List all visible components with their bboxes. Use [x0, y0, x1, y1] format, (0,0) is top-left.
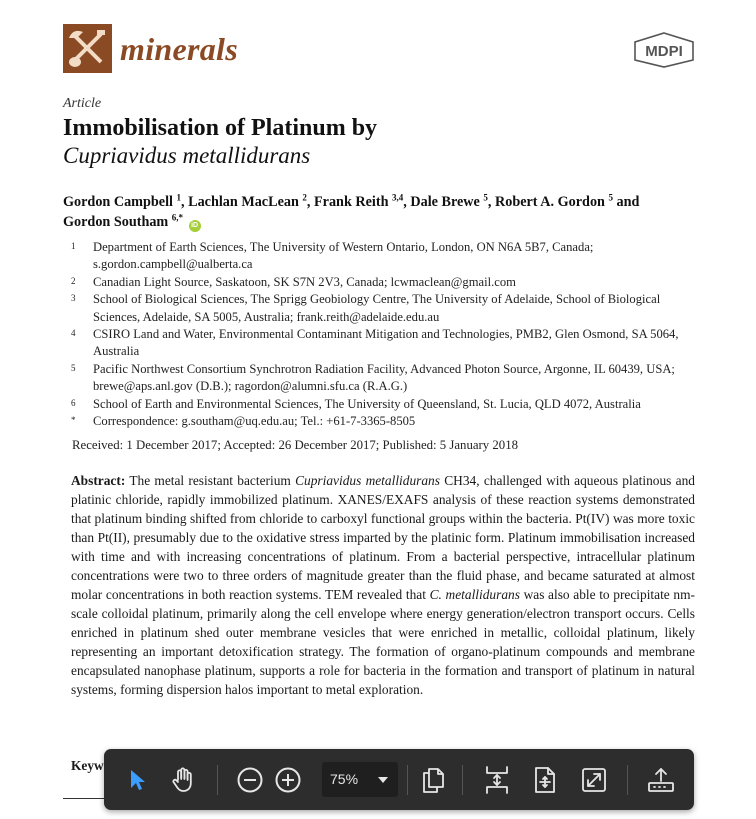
toolbar-separator: [217, 765, 218, 795]
journal-logo: [63, 24, 238, 73]
pdf-toolbar: [104, 749, 694, 810]
author-name: Gordon Southam: [63, 214, 169, 230]
author-list: Gordon Campbell $^1$, Lachlan MacLean $^2$, Frank Reith $^{3,4}$, Dale Brewe $^5$, Robert A. Gordon $^5$ and Gordon Southam $^{6,*}$ iD: [63, 192, 640, 230]
author-name: Frank Reith: [314, 194, 389, 210]
abstract: [71, 471, 695, 699]
paper-title: [63, 114, 683, 170]
author-affil-ref: 5: [608, 192, 613, 203]
hand-pan-icon[interactable]: [165, 762, 201, 798]
download-icon[interactable]: [643, 762, 679, 798]
toolbar-separator: [407, 765, 408, 795]
journal-name: minerals: [120, 30, 238, 67]
zoom-out-icon[interactable]: [232, 762, 268, 798]
pickaxe-shovel-icon: [63, 24, 112, 73]
authors-and: and: [616, 194, 640, 210]
chevron-down-icon: [378, 777, 388, 783]
page-copy-icon[interactable]: [415, 762, 451, 798]
mdpi-logo: [633, 32, 695, 73]
toolbar-separator: [462, 765, 463, 795]
fullscreen-icon[interactable]: [576, 762, 612, 798]
species-name: Cupriavidus metallidurans: [295, 473, 440, 488]
article-type: Article: [63, 96, 102, 111]
author-affil-ref: 6,*: [171, 212, 184, 223]
publisher-name: MDPI: [645, 43, 683, 60]
fit-height-icon[interactable]: [479, 762, 515, 798]
affiliation-item: 4 CSIRO Land and Water, Environmental Contaminant Mitigation and Technologies, PMB2, Glen Osmond, SA 5064, Australia: [71, 327, 679, 359]
select-cursor-icon[interactable]: [120, 762, 156, 798]
fit-page-icon[interactable]: [527, 762, 563, 798]
species-name: C. metallidurans: [429, 587, 520, 602]
zoom-in-icon[interactable]: [270, 762, 306, 798]
affiliation-item: 3 School of Biological Sciences, The Sprigg Geobiology Centre, The University of Adelaide, School of Biological Sciences, Adelaide, SA 5005, Australia; frank.reith@adelaide.edu.au: [71, 292, 661, 324]
author-affil-ref: 2: [302, 192, 307, 203]
abstract-text: The metal resistant bacterium: [129, 473, 291, 488]
author-affil-ref: 3,4: [392, 192, 404, 203]
title-line-2: Cupriavidus metallidurans: [63, 143, 311, 168]
author-affil-ref: 5: [483, 192, 488, 203]
abstract-label: Abstract:: [71, 473, 126, 488]
author-name: Lachlan MacLean: [188, 194, 299, 210]
affiliations: [63, 239, 703, 430]
correspondence-item: * Correspondence: g.southam@uq.edu.au; Tel.: +61-7-3365-8505: [71, 414, 416, 429]
zoom-level-select[interactable]: [322, 762, 398, 797]
affiliation-item: 1 Department of Earth Sciences, The University of Western Ontario, London, ON N6A 5B7, Canada; s.gordon.campbell@ualberta.ca: [71, 240, 594, 272]
affiliation-item: 6 School of Earth and Environmental Sciences, The University of Queensland, St. Lucia, QLD 4072, Australia: [71, 396, 641, 411]
affiliation-item: 5 Pacific Northwest Consortium Synchrotron Radiation Facility, Advanced Photon Source, Argonne, IL 60439, USA; brewe@aps.anl.gov (D.B.); ragordon@alumni.sfu.ca (R.A.G.): [71, 361, 675, 394]
title-line-1: Immobilisation of Platinum by: [63, 115, 378, 141]
zoom-level-value: 75%: [330, 771, 359, 787]
orcid-icon[interactable]: iD: [189, 220, 201, 232]
abstract-text: was also able to precipitate nm-scale colloidal platinum, primarily along the cell envelope where energy generation/electron transport occurs. Cells enriched in platinum shed outer membrane vesicles that were enriched in metallic, colloidal platinum, likely representing an important detoxification strategy. The formation of organo-platinum compounds and membrane encapsulated nanophase platinum, supports a role for bacteria in the formation and transport of platinum in natural systems, forming dispersion halos important to metal exploration.: [71, 587, 695, 697]
author-name: Robert A. Gordon: [494, 194, 605, 210]
author-affil-ref: 1: [176, 192, 182, 203]
keywords-label: Keyw: [71, 758, 104, 773]
affiliation-item: 2 Canadian Light Source, Saskatoon, SK S7N 2V3, Canada; lcwmaclean@gmail.com: [71, 274, 516, 289]
abstract-text: CH34, challenged with aqueous platinous and platinic chloride, rapidly immobilized platinum. XANES/EXAFS analysis of these reaction systems demonstrated that platinum binding shifted from chloride to carboxyl functional groups within the bacteria. Pt(IV) was more toxic than Pt(II), presumably due to the oxidative stress imparted by the platinic form. Platinum immobilisation increased with time and with increasing concentrations of platinum. From a bacterial perspective, intracellular platinum concentrations were two to three orders of magnitude greater than the fluid phase, and became saturated at almost molar concentrations in both reaction systems. TEM revealed that: [71, 473, 695, 602]
toolbar-separator: [627, 765, 628, 795]
author-name: Dale Brewe: [410, 194, 480, 210]
author-name: Gordon Campbell: [63, 194, 173, 210]
publication-dates: Received: 1 December 2017; Accepted: 26 December 2017; Published: 5 January 2018: [72, 438, 518, 452]
